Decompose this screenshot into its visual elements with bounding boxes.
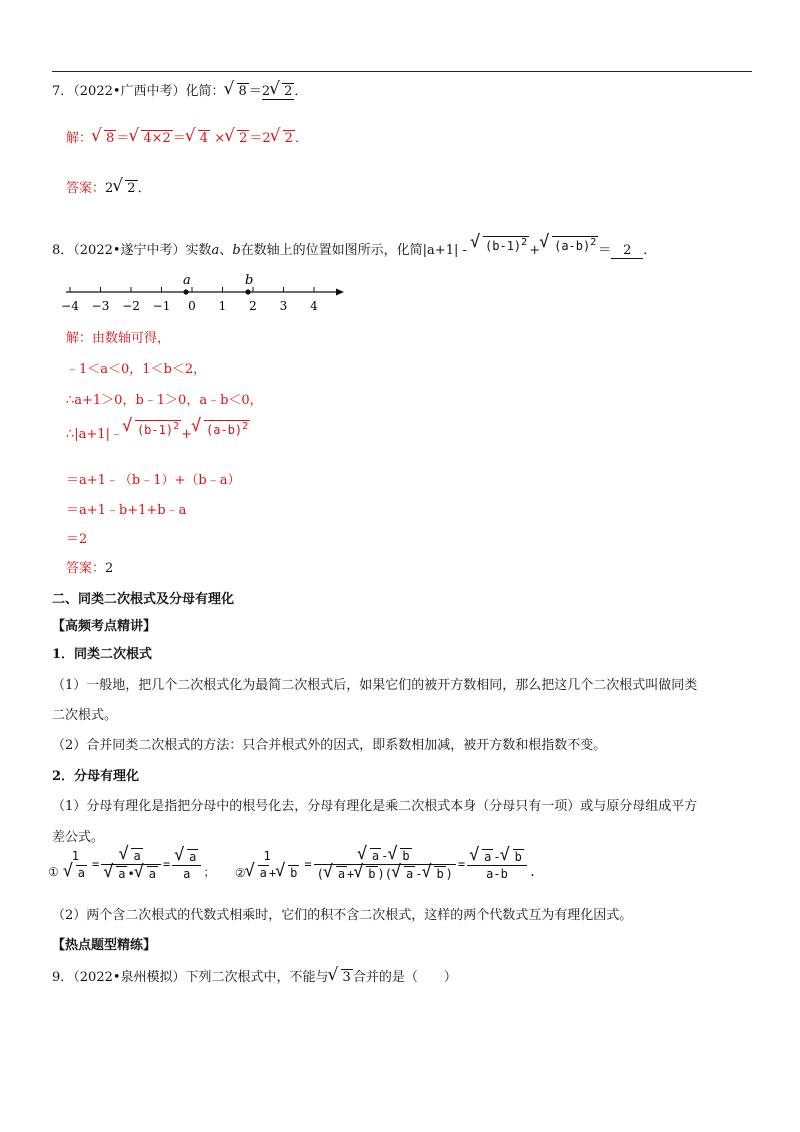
axis-arrow	[336, 289, 344, 296]
f5-den-a1: a	[337, 867, 346, 881]
f1-eq2: =	[162, 857, 171, 871]
q7-sol-r3: 4	[199, 131, 209, 146]
f5-den-b1: b	[368, 867, 376, 881]
f1-num: 1	[71, 849, 79, 863]
f2-den-a2: a	[148, 867, 156, 881]
subsection-key-points: 【高频考点精讲】	[52, 619, 157, 634]
q8-sol1: 解：由数轴可得，	[66, 331, 171, 346]
heading-like-radicals: 1．同类二次根式	[52, 647, 153, 662]
f5-num-minus: -	[381, 849, 389, 863]
q8-var-a: a	[211, 243, 220, 258]
f2-dot: •	[127, 867, 135, 881]
heading-rationalize: 2．分母有理化	[52, 769, 140, 784]
f2-eq1: =	[304, 857, 312, 871]
q9-text2: 合并的是（ ）	[352, 970, 457, 985]
q8-end: ．	[643, 243, 657, 258]
q8-source: （2022•遂宁中考）实数	[73, 243, 212, 258]
q8-sol2: ﹣1＜a＜0，1＜b＜2，	[66, 362, 207, 377]
q8-abs: |a+1|	[422, 243, 459, 258]
f1-den: a	[77, 866, 85, 880]
q8-line	[52, 236, 656, 259]
f4-den-b: b	[290, 866, 298, 880]
point-b-label: b	[245, 273, 254, 288]
para-4: （2）两个含二次根式的代数式相乘时，它们的积不含二次根式，这样的两个代数式互为有理化因式。	[52, 908, 633, 923]
q8-sol7: ＝2	[66, 532, 88, 547]
q8-sq1: 2	[521, 237, 528, 248]
formula-end: .	[528, 865, 537, 879]
f2-eq2: =	[457, 857, 466, 871]
para-2: （2）合并同类二次根式的方法：只合并根式外的因式，即系数相加减，被开方数和根指数不变。	[52, 738, 607, 753]
f5-den-a2: a	[405, 867, 414, 881]
q9-line	[52, 966, 457, 985]
axis-tick-label: −2	[122, 299, 140, 313]
axis-tick-label: 2	[249, 299, 257, 313]
q7-times: ×	[214, 131, 226, 146]
q8-sol6: ＝a+1﹣b+1+b﹣a	[66, 503, 187, 518]
q9-text1: （2022•泉州模拟）下列二次根式中，不能与	[73, 970, 329, 985]
q7-sol-r1: 8	[106, 131, 115, 146]
f6-num-minus: -	[493, 849, 501, 864]
q8-minus: -	[458, 243, 472, 258]
q8-eq: ＝	[598, 243, 612, 258]
q7-radical: √ 8	[225, 83, 249, 98]
q7-number: 7．	[52, 84, 74, 99]
q8-var-b: b	[232, 243, 241, 258]
para-1a: （1）一般地，把几个二次根式化为最简二次根式后，如果它们的被开方数相同，那么把这几个二次根式叫做同类	[52, 678, 698, 693]
f5-den-minus: -	[415, 867, 423, 881]
f6-num-a: a	[484, 849, 492, 864]
q8-number: 8．	[52, 243, 74, 258]
q8-text: 在数轴上的位置如图所示，化简	[240, 243, 423, 258]
q7-ans-rad: 2	[127, 181, 136, 196]
q8-sol4-plus: +	[181, 427, 193, 442]
f3-num: a	[189, 849, 197, 864]
q7-answer-rad: 2	[284, 84, 293, 99]
q7-ans-label: 答案：	[66, 181, 106, 196]
axis-tick-label: −3	[91, 299, 110, 313]
para-3a: （1）分母有理化是指把分母中的根号化去，分母有理化是乘二次根式本身（分母只有一项）或与原分母组成平方	[52, 799, 698, 814]
formula-semicolon: ；	[203, 865, 216, 879]
q7-source: （2022•广西中考）化简：	[73, 84, 225, 99]
q7-answer: 答案：2√ 2 ．	[66, 177, 151, 196]
q7-end: ．	[294, 84, 308, 99]
f4-num: 1	[263, 849, 271, 863]
q8-sep: 、	[219, 243, 233, 258]
axis-tick-label: 3	[279, 299, 288, 313]
section-title: 二、同类二次根式及分母有理化	[52, 592, 235, 607]
para-3b: 差公式。	[52, 830, 105, 845]
q7-line	[52, 80, 307, 100]
q8-sol4-sq2: 2	[242, 421, 249, 432]
formula-circ1: ①	[48, 865, 59, 879]
f5-num-a: a	[371, 849, 380, 863]
q8-rad2: (a-b)	[554, 239, 591, 253]
q8-sol3: ∴a+1＞0，b﹣1＞0，a﹣b＜0，	[66, 393, 263, 408]
q8-sol5: ＝a+1﹣（b﹣1）+（b﹣a）	[66, 473, 241, 488]
number-line	[60, 270, 350, 316]
f5-den-plus: +	[347, 867, 355, 881]
q7-sol-r4: 2	[239, 131, 248, 146]
q7-sol-coef: 2	[262, 131, 271, 146]
f3-den: a	[183, 866, 191, 881]
q7-eq: ＝	[248, 84, 262, 99]
f5-num-b: b	[402, 849, 410, 863]
q9-number: 9．	[52, 970, 74, 985]
f5-den-b2: b	[436, 867, 444, 881]
point-b-dot	[245, 289, 250, 294]
f2-num: a	[133, 849, 141, 863]
q8-plus: +	[529, 243, 541, 258]
q8-sol4	[66, 420, 250, 442]
point-a-label: a	[183, 273, 191, 288]
rationalize-formulas: ① 1 √ a = √ a √ a •√ a = √ $\frac{a}{a}$ ； 1 ②√ a +√ b = √ $\frac{a -√ b}{(√ a +√ b )(√ a -√ b )}$ = √ $\frac{a -√ b}{a-b}$ .	[48, 848, 536, 881]
q7-ans-coef: 2	[105, 181, 114, 196]
para-1b: 二次根式。	[52, 708, 118, 723]
f6-den: a-b	[486, 866, 508, 881]
top-rule	[52, 71, 752, 72]
axis-tick-label: 4	[310, 299, 318, 313]
q8-rad1: (b-1)	[485, 239, 522, 253]
q8-answer: 2	[611, 243, 643, 259]
formula-circ2: ②	[234, 866, 246, 880]
f6-num-b: b	[514, 849, 522, 864]
q7-answer-coef: 2	[261, 84, 271, 99]
axis-tick-label: 1	[218, 299, 227, 313]
f4-plus: +	[268, 866, 277, 880]
q7-sol-label: 解：	[66, 131, 93, 146]
axis-tick-label: −4	[61, 299, 79, 313]
q8-sol4-rad2: (a-b)	[206, 423, 243, 437]
q7-sol-r2: 4×2	[143, 131, 171, 146]
q8-sq2: 2	[590, 237, 597, 248]
q8-sol4-rad1: (b-1)	[136, 423, 174, 437]
q8-answer-line: 答案：2	[66, 561, 114, 576]
f2-den-a1: a	[118, 867, 126, 881]
q7-answer-blank	[262, 83, 295, 100]
f1-eq1: =	[92, 857, 100, 871]
q8-sol4-prefix: ∴|a+1|﹣	[66, 427, 123, 442]
subsection-practice: 【热点题型精练】	[52, 938, 157, 953]
q7-solution: 解：√ 8 ＝√ 4×2 ＝√ 4 ×√ 2 ＝2√ 2 ．	[66, 127, 308, 146]
axis-tick-label: −1	[152, 299, 171, 313]
q7-sol-r5: 2	[284, 131, 293, 146]
point-a-dot	[183, 289, 188, 294]
f4-den-a: a	[259, 866, 267, 880]
q8-sol4-sq1: 2	[173, 421, 180, 432]
q9-rad: 3	[342, 970, 351, 985]
axis-tick-label: 0	[188, 299, 196, 313]
